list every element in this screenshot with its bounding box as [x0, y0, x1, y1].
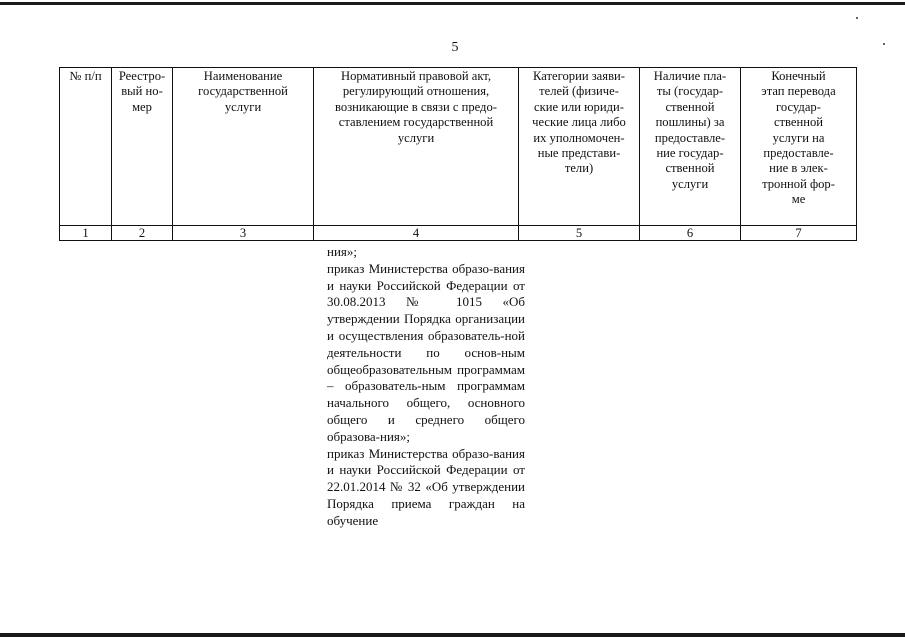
legal-act-paragraph: приказ Министерства образо-вания и науки Российской Федерации от 30.08.2013 № 1015 «Об утверждении Порядка организации и осуществления образователь-ной деятельности по основ-ным общеобразовательным программам – образователь-ным программам начального общего, основного общего и среднего общего образова-ния»; [327, 260, 525, 444]
header-cell-service-name [173, 68, 314, 226]
services-table [59, 67, 857, 241]
column-number-row [60, 226, 857, 241]
header-label: Наименование государственной услуги [198, 69, 288, 114]
column-number: 2 [112, 226, 173, 241]
scan-edge-top [0, 2, 905, 5]
column-number: 7 [741, 226, 857, 241]
header-cell-applicants [519, 68, 640, 226]
column-number: 1 [60, 226, 112, 241]
scan-speck [883, 43, 885, 45]
column-number: 4 [314, 226, 519, 241]
column-number: 5 [519, 226, 640, 241]
page-number: 5 [451, 40, 459, 55]
table-header-row [60, 68, 857, 226]
column-number: 3 [173, 226, 314, 241]
header-cell-legal-act [314, 68, 519, 226]
header-cell-final-stage [741, 68, 857, 226]
header-cell-registry-number [112, 68, 173, 226]
header-cell-fee [640, 68, 741, 226]
column-number: 6 [640, 226, 741, 241]
header-cell-index [60, 68, 112, 226]
header-label: Наличие пла- ты (государ- ственной пошлины) за предоставле- ние государ- ственной услуги [653, 69, 727, 191]
legal-acts-continuation [327, 244, 525, 530]
legal-act-paragraph: приказ Министерства образо-вания и науки Российской Федерации от 22.01.2014 № 32 «Об утверждении Порядка приема граждан на обучение [327, 445, 525, 528]
scan-edge-bottom [0, 633, 905, 637]
header-label: Реестро- вый но- мер [118, 69, 166, 114]
scan-speck [856, 17, 858, 19]
header-label: Нормативный правовой акт, регулирующий отношения, возникающие в связи с предо- ставлением государственной услуги [335, 69, 497, 145]
header-label: Категории заяви- телей (физиче- ские или юриди- ческие лица либо их уполномочен- ные представи- тели) [532, 69, 626, 176]
legal-act-paragraph: ния»; [327, 244, 358, 259]
header-label: Конечный этап перевода государ- ственной услуги на предоставле- ние в элек- тронной фор- ме [761, 69, 836, 207]
header-label: № п/п [69, 69, 102, 83]
